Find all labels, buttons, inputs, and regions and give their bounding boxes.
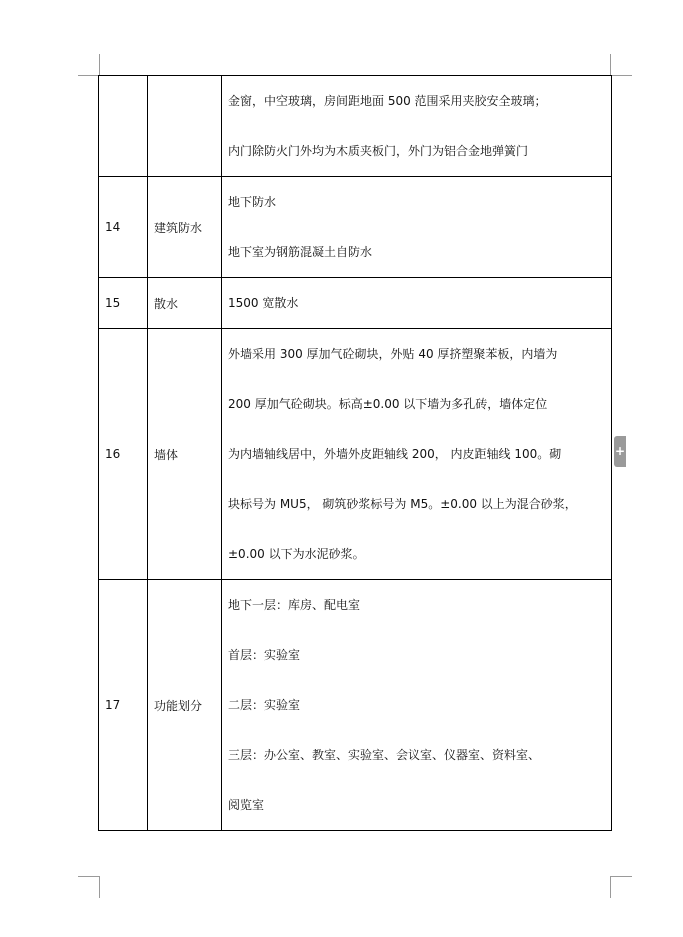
description-line: 200 厚加气砼砌块。标高±0.00 以下墙为多孔砖，墙体定位 [228, 397, 548, 411]
description-line: 金窗，中空玻璃，房间距地面 500 范围采用夹胶安全玻璃； [228, 94, 547, 108]
description-line: 二层：实验室 [228, 698, 301, 712]
page-corner-bottom-right [610, 876, 632, 898]
description-line: ±0.00 以下为水泥砂浆。 [228, 547, 365, 561]
row-item-name [148, 76, 222, 177]
row-number: 15 [99, 278, 148, 329]
row-number: 14 [99, 177, 148, 278]
row-item-name: 墙体 [148, 329, 222, 580]
row-item-name: 功能划分 [148, 580, 222, 831]
row-item-name: 散水 [148, 278, 222, 329]
description-line: 阅览室 [228, 798, 265, 812]
description-line: 内门除防火门外均为木质夹板门，外门为铝合金地弹簧门 [228, 144, 529, 158]
row-number: 16 [99, 329, 148, 580]
page-corner-top-right [610, 54, 632, 76]
table-row [99, 177, 612, 278]
table-row [99, 76, 612, 177]
row-description [222, 580, 612, 831]
side-panel-toggle[interactable] [614, 436, 626, 467]
table-row [99, 329, 612, 580]
description-line: 外墙采用 300 厚加气砼砌块，外贴 40 厚挤塑聚苯板，内墙为 [228, 347, 558, 361]
row-number: 17 [99, 580, 148, 831]
description-line: 首层：实验室 [228, 648, 301, 662]
plus-icon: + [614, 444, 626, 458]
row-description [222, 278, 612, 329]
page-corner-bottom-left [78, 876, 100, 898]
table-row [99, 580, 612, 831]
description-line: 地下一层：库房、配电室 [228, 598, 361, 612]
row-description [222, 76, 612, 177]
row-number [99, 76, 148, 177]
page-corner-top-left [78, 54, 100, 76]
row-item-name: 建筑防水 [148, 177, 222, 278]
row-description [222, 329, 612, 580]
description-line: 1500 宽散水 [228, 296, 299, 310]
table-row [99, 278, 612, 329]
description-line: 三层：办公室、教室、实验室、会议室、仪器室、资料室、 [228, 748, 541, 762]
description-line: 地下防水 [228, 195, 277, 209]
description-line: 块标号为 MU5， 砌筑砂浆标号为 M5。±0.00 以上为混合砂浆， [228, 497, 577, 511]
description-line: 地下室为钢筋混凝土自防水 [228, 245, 373, 259]
row-description [222, 177, 612, 278]
description-line: 为内墙轴线居中，外墙外皮距轴线 200， 内皮距轴线 100。砌 [228, 447, 562, 461]
spec-table [98, 75, 612, 831]
